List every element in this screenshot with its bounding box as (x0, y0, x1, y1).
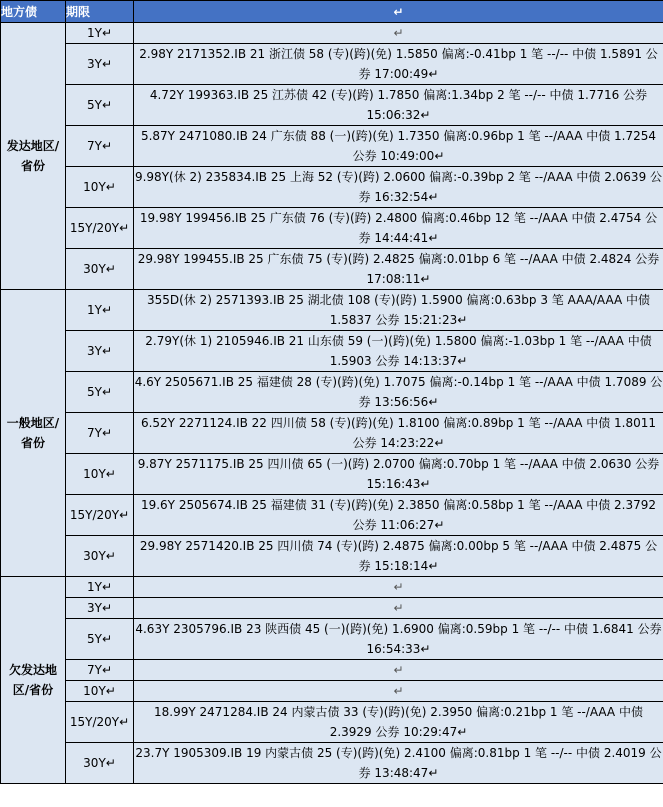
region-label: 发达地区/省份 (1, 23, 66, 290)
bond-quote-cell: 29.98Y 2571420.IB 25 四川债 74 (专)(跨) 2.4875 偏离:0.00bp 5 笔 --/AAA 中债 2.4875 公券 15:18:14↵ (134, 536, 663, 577)
table-row (1, 85, 663, 126)
table-row (1, 598, 663, 619)
table-row (1, 167, 663, 208)
empty-quote-cell: ↵ (134, 23, 663, 44)
term-cell: 3Y↵ (66, 598, 134, 619)
header-local-bond: 地方债 (1, 1, 66, 23)
table-row (1, 619, 663, 660)
table-header-row (1, 1, 663, 23)
term-cell: 3Y↵ (66, 331, 134, 372)
empty-quote-cell: ↵ (134, 681, 663, 702)
table-row (1, 454, 663, 495)
region-label: 一般地区/省份 (1, 290, 66, 577)
term-cell: 5Y↵ (66, 85, 134, 126)
bond-quote-cell: 2.79Y(休 1) 2105946.IB 21 山东债 59 (一)(跨)(免) 1.5800 偏离:-1.03bp 1 笔 --/AAA 中债 1.5903 公券 14:13:37↵ (134, 331, 663, 372)
term-cell: 10Y↵ (66, 454, 134, 495)
table-row (1, 290, 663, 331)
table-row (1, 413, 663, 454)
table-row (1, 743, 663, 784)
table-row (1, 577, 663, 598)
term-cell: 3Y↵ (66, 44, 134, 85)
bond-quote-cell: 19.6Y 2505674.IB 25 福建债 31 (专)(跨)(免) 2.3850 偏离:0.58bp 1 笔 --/AAA 中债 2.3792 公券 11:06:27↵ (134, 495, 663, 536)
table-row (1, 44, 663, 85)
table-row (1, 23, 663, 44)
bond-quote-cell: 18.99Y 2471284.IB 24 内蒙古债 33 (专)(跨)(免) 2.3950 偏离:0.21bp 1 笔 --/AAA 中债 2.3929 公券 10:29:47↵ (134, 702, 663, 743)
table-row (1, 372, 663, 413)
term-cell: 7Y↵ (66, 660, 134, 681)
table-row (1, 681, 663, 702)
term-cell: 7Y↵ (66, 126, 134, 167)
term-cell: 7Y↵ (66, 413, 134, 454)
table-row (1, 660, 663, 681)
term-cell: 10Y↵ (66, 167, 134, 208)
bond-quote-cell: 29.98Y 199455.IB 25 广东债 75 (专)(跨) 2.4825 偏离:0.01bp 6 笔 --/AAA 中债 2.4824 公券 17:08:11↵ (134, 249, 663, 290)
bond-quote-cell: 23.7Y 1905309.IB 19 内蒙古债 25 (专)(跨)(免) 2.4100 偏离:0.81bp 1 笔 --/-- 中债 2.4019 公券 13:48:47↵ (134, 743, 663, 784)
region-label: 欠发达地区/省份 (1, 577, 66, 784)
term-cell: 30Y↵ (66, 249, 134, 290)
table-row (1, 495, 663, 536)
term-cell: 5Y↵ (66, 372, 134, 413)
term-cell: 30Y↵ (66, 536, 134, 577)
table-row (1, 208, 663, 249)
bond-quote-cell: 9.87Y 2571175.IB 25 四川债 65 (一)(跨) 2.0700 偏离:0.70bp 1 笔 --/AAA 中债 2.0630 公券 15:16:43↵ (134, 454, 663, 495)
term-cell: 30Y↵ (66, 743, 134, 784)
bond-quote-cell: 5.87Y 2471080.IB 24 广东债 88 (一)(跨)(免) 1.7350 偏离:0.96bp 1 笔 --/AAA 中债 1.7254 公券 10:49:00↵ (134, 126, 663, 167)
bond-quote-cell: 4.63Y 2305796.IB 23 陕西债 45 (一)(跨)(免) 1.6900 偏离:0.59bp 1 笔 --/-- 中债 1.6841 公券 16:54:33↵ (134, 619, 663, 660)
bond-quote-cell: 6.52Y 2271124.IB 22 四川债 58 (专)(跨)(免) 1.8100 偏离:0.89bp 1 笔 --/AAA 中债 1.8011 公券 14:23:22↵ (134, 413, 663, 454)
table-row (1, 702, 663, 743)
bond-quote-cell: 355D(休 2) 2571393.IB 25 湖北债 108 (专)(跨) 1.5900 偏离:0.63bp 3 笔 AAA/AAA 中债 1.5837 公券 15:21:23↵ (134, 290, 663, 331)
bond-quote-cell: 9.98Y(休 2) 235834.IB 25 上海 52 (专)(跨) 2.0600 偏离:-0.39bp 2 笔 --/AAA 中债 2.0639 公券 16:32:54↵ (134, 167, 663, 208)
empty-quote-cell: ↵ (134, 577, 663, 598)
table-row (1, 536, 663, 577)
term-cell: 5Y↵ (66, 619, 134, 660)
term-cell: 10Y↵ (66, 681, 134, 702)
bond-quote-cell: 2.98Y 2171352.IB 21 浙江债 58 (专)(跨)(免) 1.5850 偏离:-0.41bp 1 笔 --/-- 中债 1.5891 公券 17:00:49↵ (134, 44, 663, 85)
bond-quote-cell: 19.98Y 199456.IB 25 广东债 76 (专)(跨) 2.4800 偏离:0.46bp 12 笔 --/AAA 中债 2.4754 公券 14:44:41↵ (134, 208, 663, 249)
term-cell: 15Y/20Y↵ (66, 208, 134, 249)
bond-quote-cell: 4.72Y 199363.IB 25 江苏债 42 (专)(跨) 1.7850 偏离:1.34bp 2 笔 --/-- 中债 1.7716 公券 15:06:32↵ (134, 85, 663, 126)
term-cell: 15Y/20Y↵ (66, 495, 134, 536)
table-row (1, 249, 663, 290)
term-cell: 1Y↵ (66, 577, 134, 598)
header-term: 期限 (66, 1, 134, 23)
table-row (1, 126, 663, 167)
table-row (1, 331, 663, 372)
empty-quote-cell: ↵ (134, 660, 663, 681)
term-cell: 1Y↵ (66, 23, 134, 44)
empty-quote-cell: ↵ (134, 598, 663, 619)
term-cell: 15Y/20Y↵ (66, 702, 134, 743)
table-body (1, 23, 663, 784)
bond-quote-cell: 4.6Y 2505671.IB 25 福建债 28 (专)(跨)(免) 1.7075 偏离:-0.14bp 1 笔 --/AAA 中债 1.7089 公券 13:56:56↵ (134, 372, 663, 413)
header-details: ↵ (134, 1, 663, 23)
term-cell: 1Y↵ (66, 290, 134, 331)
